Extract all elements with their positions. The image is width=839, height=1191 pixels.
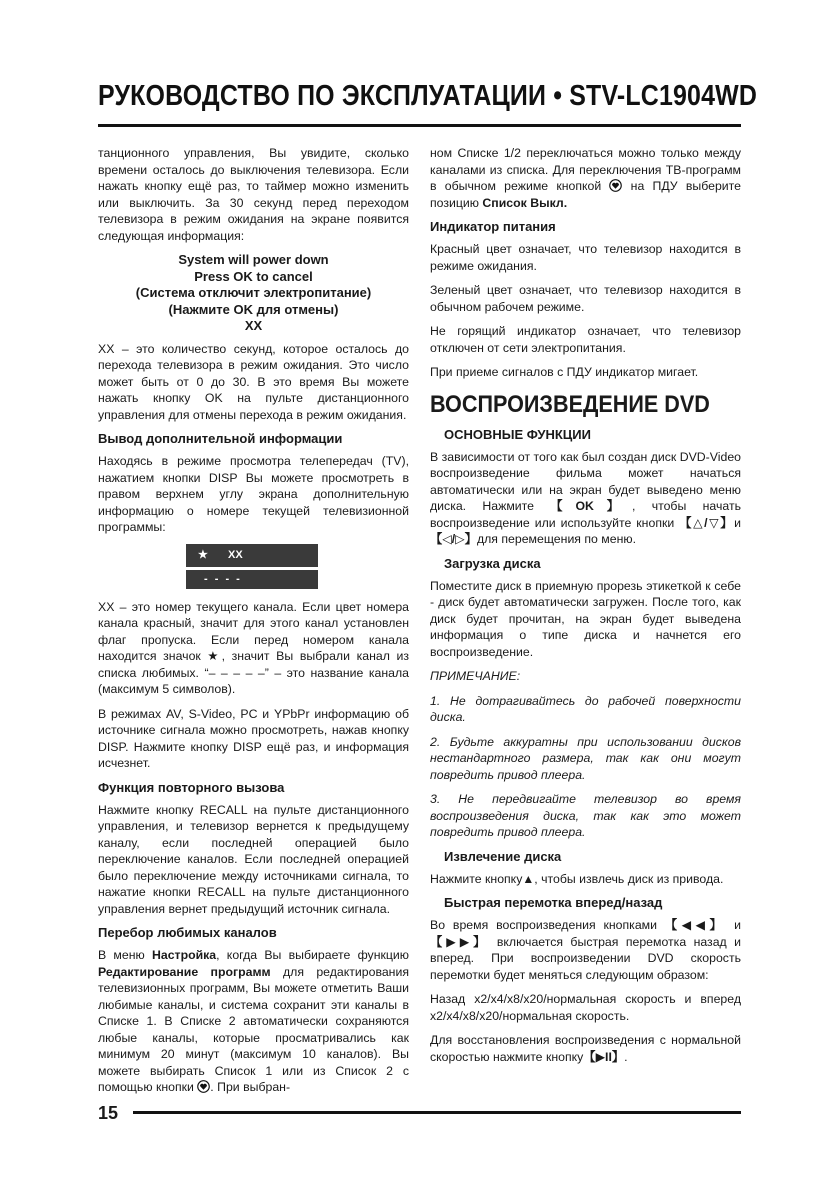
heading-disc-eject: Извлечение диска bbox=[444, 848, 562, 864]
menu-name: Настройка bbox=[151, 948, 217, 962]
text: В меню bbox=[98, 948, 152, 962]
standby-line: System will power down bbox=[178, 252, 329, 267]
paragraph: Назад x2/x4/x8/x20/нормальная скорость и вперед x2/x4/x8/x20/нормальная скорость. bbox=[430, 992, 741, 1023]
rewind-key: 【◀◀】 bbox=[664, 918, 727, 932]
standby-line: (Система отключит электропитание) bbox=[135, 285, 372, 300]
text: Для восстановления воспроизведения с нормальной скоростью нажмите кнопку bbox=[430, 1033, 741, 1064]
text: и bbox=[726, 918, 741, 932]
star-icon: ★ bbox=[198, 548, 208, 561]
eject-icon: ▲ bbox=[522, 871, 535, 886]
footer-rule bbox=[133, 1111, 741, 1114]
text: ном Списке 1/2 переключаться можно только между каналами из списка. Для переключения ТВ-программ в обычном режиме кнопкой bbox=[430, 146, 741, 193]
paragraph bbox=[98, 947, 409, 1096]
paragraph: При приеме сигналов с ПДУ индикатор мигает. bbox=[430, 365, 699, 379]
paragraph bbox=[430, 871, 741, 888]
heading-info: Вывод дополнительной информации bbox=[98, 431, 343, 446]
text: и bbox=[734, 515, 741, 530]
text: для редактирования телевизионных программ, Вы можете отметить Ваши любимые каналы, и система сохранит эти каналы в Списке 1. В Списке 2 автоматически сохраняются любые каналы, которые просматривались как минимум 20 минут (максимум 10 каналов). Вы можете выбирать Список 1 или из Список 2 с помощью кнопки bbox=[98, 964, 410, 1094]
text: для перемещения по меню. bbox=[476, 532, 637, 546]
right-column bbox=[430, 145, 741, 1073]
paragraph: Нажмите кнопку RECALL на пульте дистанционного управления, и телевизор вернется к предыдущему каналу, если последней операцией было переключение каналов. Если последней операцией было переключение между источниками сигнала, то нажатие кнопки RECALL на пульте дистанционного управления вернет предыдущий источник сигнала. bbox=[98, 802, 409, 916]
paragraph: В режимах AV, S-Video, PC и YPbPr информацию об источнике сигнала можно просмотреть, нажав кнопку DISP. Нажмите кнопку DISP ещё раз, и информация исчезнет. bbox=[98, 706, 409, 770]
standby-message bbox=[98, 252, 409, 335]
text: включается быстрая перемотка назад и вперед. При воспроизведении DVD скорость перемотки будет меняться следующим образом: bbox=[430, 934, 741, 982]
function-name: Редактирование программ bbox=[98, 964, 271, 979]
osd-info-box bbox=[186, 544, 318, 589]
heading-favorites: Перебор любимых каналов bbox=[98, 925, 277, 940]
paragraph: Красный цвет означает, что телевизор находится в режиме ожидания. bbox=[430, 242, 741, 273]
standby-line: (Нажмите OK для отмены) bbox=[168, 301, 339, 317]
paragraph: XX – это количество секунд, которое осталось до перехода телевизора в режим ожидания. Это число может быть от 0 до 30. В это время Вы можете нажать кнопку OK на пульте дистанционного управления для отмены перехода в режим ожидания. bbox=[98, 341, 409, 422]
standby-line: XX bbox=[244, 318, 263, 333]
page-header-title: РУКОВОДСТВО ПО ЭКСПЛУАТАЦИИ • STV-LC1904WD bbox=[98, 80, 758, 112]
paragraph bbox=[430, 917, 741, 983]
play-pause-key: 【▶II】 bbox=[583, 1049, 625, 1064]
left-right-keys: 【◁/▷】 bbox=[430, 532, 477, 546]
paragraph bbox=[430, 1032, 741, 1065]
paragraph bbox=[430, 449, 741, 548]
ok-key: 【OK】 bbox=[550, 499, 632, 513]
note-item: 2. Будьте аккуратны при использовании дисков нестандартного размера, так как они могут повредить привод плеера. bbox=[430, 734, 741, 782]
note-title: ПРИМЕЧАНИЕ: bbox=[430, 669, 521, 683]
text: В зависимости от того как был создан диск DVD-Video воспроизведение фильма может начаться автоматически или на экран будет выведено меню диска. Нажмите bbox=[430, 449, 741, 513]
paragraph: танционного управления, Вы увидите, сколько времени осталось до выключения телевизора. Если нажать кнопку ещё раз, то таймер можно изменить или выключить. За 30 секунд перед переходом телевизора в режим ожидания на экране появится следующая информация: bbox=[98, 146, 409, 243]
text: Нажмите кнопку bbox=[430, 871, 523, 886]
heading-disc-load: Загрузка диска bbox=[444, 555, 541, 571]
osd-channel-name: - - - - bbox=[186, 570, 318, 589]
up-down-keys: 【△/▽】 bbox=[679, 515, 735, 530]
text: Во время воспроизведения кнопками bbox=[430, 918, 665, 932]
left-column bbox=[98, 145, 409, 1104]
paragraph: XX – это номер текущего канала. Если цвет номера канала красный, значит для этого канал установлен флаг пропуска. Если перед номером канала находится значок ★, значит Вы выбрали канал из списка любимых. “– – – – –” – это название канала (максимум 5 символов). bbox=[98, 599, 409, 696]
section-title-dvd: ВОСПРОИЗВЕДЕНИЕ DVD bbox=[430, 390, 710, 418]
header-rule bbox=[98, 124, 741, 127]
text: , чтобы извлечь диск из привода. bbox=[534, 871, 724, 886]
standby-line: Press OK to cancel bbox=[194, 268, 313, 284]
heart-icon bbox=[609, 179, 622, 192]
paragraph: Не горящий индикатор означает, что телевизор отключен от сети электропитания. bbox=[430, 324, 741, 355]
paragraph: Поместите диск в приемную прорезь этикеткой к себе - диск будет автоматически загружен. После того, как диск будет прочитан, на экран будет выведена информация о типе диска и начнется его воспроизведение. bbox=[430, 578, 741, 659]
note-item: 3. Не передвигайте телевизор во время воспроизведения диска, так как это может повредить привод плеера. bbox=[430, 792, 741, 839]
osd-channel-row bbox=[186, 544, 318, 567]
note-item: 1. Не дотрагивайтесь до рабочей поверхности диска. bbox=[430, 693, 741, 724]
menu-option: Список Выкл. bbox=[482, 195, 568, 210]
osd-channel-number: XX bbox=[228, 548, 243, 561]
heading-recall: Функция повторного вызова bbox=[98, 779, 285, 795]
heading-fast-forward: Быстрая перемотка вперед/назад bbox=[444, 895, 663, 910]
paragraph: Находясь в режиме просмотра телепередач (TV), нажатием кнопки DISP Вы можете просмотреть в правом верхнем углу экрана дополнительную информацию о номере текущей телевизионной программы: bbox=[98, 454, 409, 534]
heading-power-indicator: Индикатор питания bbox=[430, 219, 556, 234]
text: , когда Вы выбираете функцию bbox=[216, 948, 410, 962]
text: . bbox=[624, 1049, 628, 1064]
paragraph: Зеленый цвет означает, что телевизор находится в обычном рабочем режиме. bbox=[430, 283, 741, 314]
fast-forward-key: 【▶▶】 bbox=[430, 934, 490, 949]
text: на ПДУ выберите позицию bbox=[430, 179, 741, 210]
page-number: 15 bbox=[98, 1103, 119, 1123]
text: , чтобы начать воспроизведение или используйте кнопки bbox=[430, 499, 741, 530]
paragraph bbox=[430, 145, 741, 211]
heart-icon bbox=[197, 1080, 210, 1093]
text: . При выбран- bbox=[210, 1080, 291, 1094]
heading-basic-functions: ОСНОВНЫЕ ФУНКЦИИ bbox=[444, 426, 591, 442]
